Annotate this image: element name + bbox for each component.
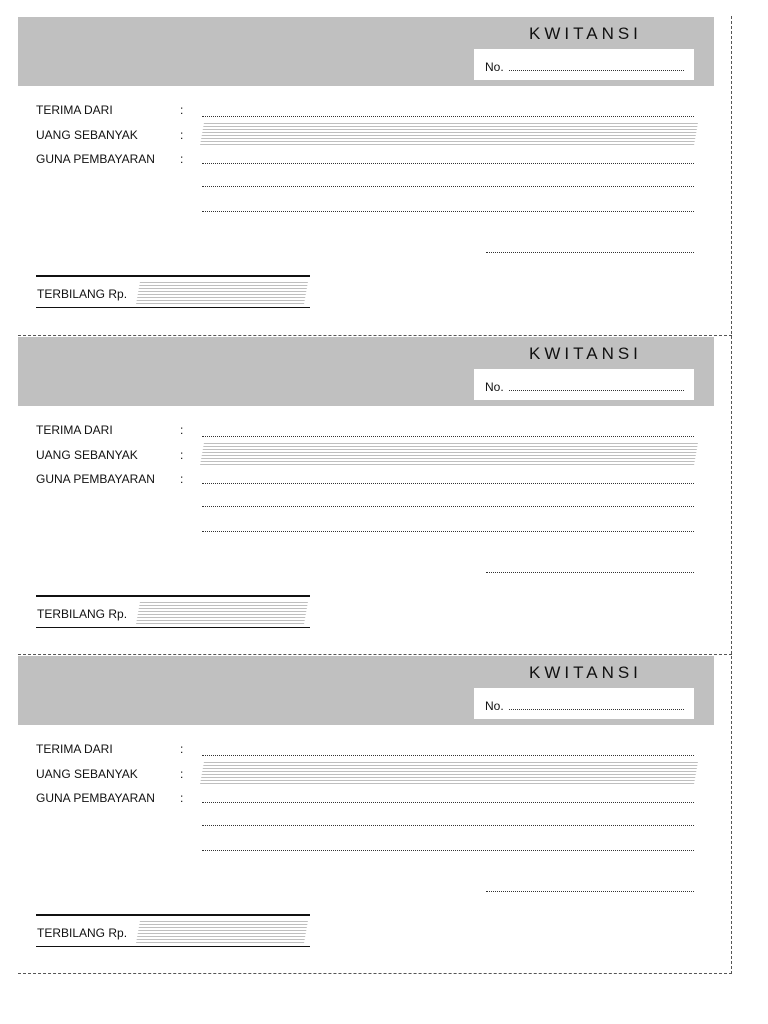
terima-dari-label: TERIMA DARI — [36, 103, 113, 117]
guna-pembayaran-line-3[interactable] — [202, 531, 694, 532]
terbilang-amount-field[interactable] — [136, 602, 308, 624]
guna-pembayaran-label: GUNA PEMBAYARAN — [36, 152, 155, 166]
terbilang-amount-field[interactable] — [136, 282, 308, 304]
terbilang-amount-field[interactable] — [136, 921, 308, 943]
receipt-title: KWITANSI — [529, 24, 642, 43]
terbilang-label: TERBILANG Rp. — [37, 607, 128, 621]
signature-line[interactable] — [486, 252, 694, 253]
terima-dari-colon: : — [180, 423, 184, 437]
receipt-header — [18, 337, 714, 406]
terima-dari-field[interactable] — [202, 755, 694, 756]
receipt-number-label: No. — [485, 60, 504, 74]
receipt-2 — [18, 335, 732, 655]
receipt-number-box[interactable] — [474, 49, 694, 80]
guna-pembayaran-colon: : — [180, 472, 184, 486]
uang-sebanyak-label: UANG SEBANYAK — [36, 767, 138, 781]
terima-dari-label: TERIMA DARI — [36, 742, 113, 756]
signature-line[interactable] — [486, 891, 694, 892]
receipt-number-label: No. — [485, 380, 504, 394]
receipt-1 — [18, 16, 732, 335]
terbilang-box — [36, 914, 310, 947]
uang-sebanyak-colon: : — [180, 128, 184, 142]
receipt-number-label: No. — [485, 699, 504, 713]
uang-sebanyak-field[interactable] — [200, 762, 698, 784]
terima-dari-colon: : — [180, 742, 184, 756]
guna-pembayaran-field[interactable] — [202, 483, 694, 484]
signature-line[interactable] — [486, 572, 694, 573]
uang-sebanyak-colon: : — [180, 448, 184, 462]
terbilang-box — [36, 275, 310, 308]
guna-pembayaran-label: GUNA PEMBAYARAN — [36, 791, 155, 805]
receipt-number-box[interactable] — [474, 369, 694, 400]
receipt-header — [18, 656, 714, 725]
guna-pembayaran-line-2[interactable] — [202, 825, 694, 826]
receipt-number-box[interactable] — [474, 688, 694, 719]
uang-sebanyak-field[interactable] — [200, 443, 698, 465]
receipt-number-field[interactable] — [509, 390, 684, 391]
receipt-number-field[interactable] — [509, 70, 684, 71]
guna-pembayaran-line-2[interactable] — [202, 506, 694, 507]
receipt-header — [18, 17, 714, 86]
receipt-number-field[interactable] — [509, 709, 684, 710]
terbilang-label: TERBILANG Rp. — [37, 287, 128, 301]
guna-pembayaran-line-3[interactable] — [202, 850, 694, 851]
receipt-title: KWITANSI — [529, 344, 642, 363]
terbilang-box — [36, 595, 310, 628]
guna-pembayaran-colon: : — [180, 152, 184, 166]
guna-pembayaran-line-2[interactable] — [202, 186, 694, 187]
terima-dari-field[interactable] — [202, 436, 694, 437]
guna-pembayaran-field[interactable] — [202, 163, 694, 164]
uang-sebanyak-label: UANG SEBANYAK — [36, 448, 138, 462]
uang-sebanyak-colon: : — [180, 767, 184, 781]
uang-sebanyak-field[interactable] — [200, 123, 698, 145]
guna-pembayaran-colon: : — [180, 791, 184, 805]
terima-dari-colon: : — [180, 103, 184, 117]
guna-pembayaran-label: GUNA PEMBAYARAN — [36, 472, 155, 486]
receipt-title: KWITANSI — [529, 663, 642, 682]
terima-dari-field[interactable] — [202, 116, 694, 117]
guna-pembayaran-field[interactable] — [202, 802, 694, 803]
receipt-3 — [18, 654, 732, 974]
uang-sebanyak-label: UANG SEBANYAK — [36, 128, 138, 142]
guna-pembayaran-line-3[interactable] — [202, 211, 694, 212]
terima-dari-label: TERIMA DARI — [36, 423, 113, 437]
terbilang-label: TERBILANG Rp. — [37, 926, 128, 940]
